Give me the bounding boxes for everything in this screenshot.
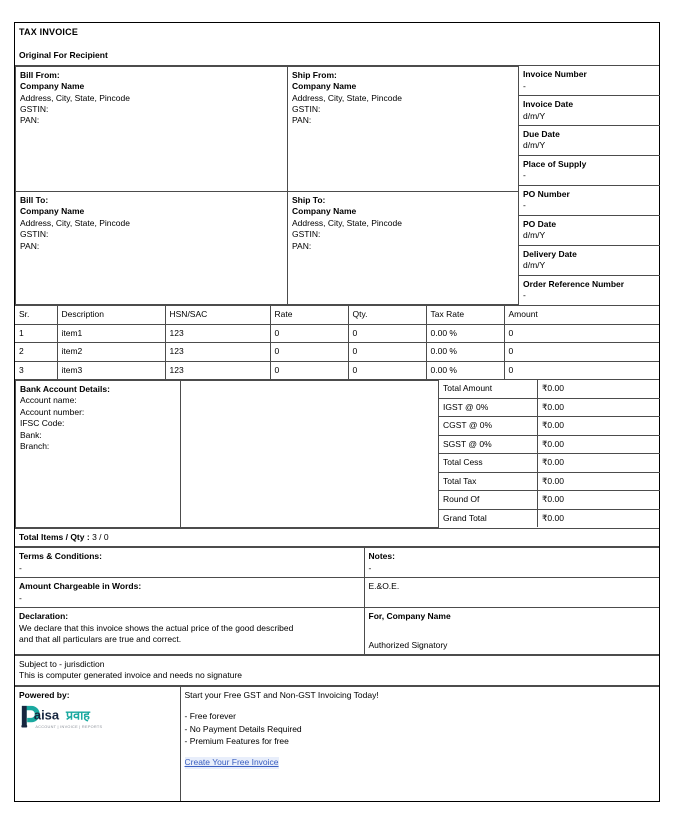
promo-item-no-payment-details: - No Payment Details Required bbox=[184, 723, 302, 734]
ship-from-gstin: GSTIN: bbox=[292, 104, 321, 115]
create-free-invoice-link[interactable]: Create Your Free Invoice bbox=[184, 757, 279, 768]
jurisdiction-cell bbox=[15, 656, 659, 686]
line-items-header-row bbox=[15, 306, 659, 324]
totals-value-round-of: ₹0.00 bbox=[538, 491, 660, 509]
notes-block bbox=[364, 548, 659, 578]
totals-row-total-cess bbox=[439, 454, 660, 472]
column-header-qty: Qty. bbox=[348, 306, 426, 324]
promo-block bbox=[180, 686, 659, 801]
bill-to-heading: Bill To: bbox=[20, 194, 49, 205]
ship-to-address: Address, City, State, Pincode bbox=[292, 217, 402, 228]
cell-sr: 2 bbox=[15, 343, 57, 361]
bill-to-block bbox=[16, 191, 288, 304]
bill-to-company: Company Name bbox=[20, 206, 85, 217]
meta-invoice-number-value: - bbox=[523, 80, 526, 91]
cell-rate: 0 bbox=[270, 361, 348, 379]
promo-heading: Start your Free GST and Non-GST Invoicing Today! bbox=[184, 689, 379, 700]
declaration-block bbox=[15, 608, 364, 655]
cell-amount: 0 bbox=[504, 343, 659, 361]
totals-label-sgst: SGST @ 0% bbox=[439, 435, 538, 453]
meta-due-date-value: d/m/Y bbox=[523, 140, 546, 151]
column-header-amount: Amount bbox=[504, 306, 659, 324]
ship-from-block bbox=[288, 66, 519, 191]
meta-invoice-date-label: Invoice Date bbox=[523, 99, 574, 110]
cell-description: item3 bbox=[57, 361, 165, 379]
ship-to-block bbox=[288, 191, 519, 304]
cell-amount: 0 bbox=[504, 324, 659, 342]
cell-description: item1 bbox=[57, 324, 165, 342]
promo-item-free-forever: - Free forever bbox=[184, 711, 236, 722]
totals-label-total-amount: Total Amount bbox=[439, 380, 538, 398]
bank-branch: Branch: bbox=[20, 441, 50, 452]
invoice-meta-table bbox=[519, 66, 660, 305]
signatory-block bbox=[364, 608, 659, 655]
totals-row-grand-total bbox=[439, 509, 660, 527]
meta-po-number-value: - bbox=[523, 200, 526, 211]
jurisdiction-line-2: This is computer generated invoice and needs no signature bbox=[19, 670, 243, 681]
column-header-description: Description bbox=[57, 306, 165, 324]
table-row bbox=[15, 324, 659, 342]
bill-from-pan: PAN: bbox=[20, 115, 40, 126]
totals-column bbox=[439, 380, 660, 527]
totals-label-grand-total: Grand Total bbox=[439, 509, 538, 527]
totals-row-sgst bbox=[439, 435, 660, 453]
svg-text:aisa: aisa bbox=[33, 707, 60, 723]
ship-from-company: Company Name bbox=[292, 81, 357, 92]
column-header-rate: Rate bbox=[270, 306, 348, 324]
declaration-line-2: and that all particulars are true and correct. bbox=[19, 634, 182, 645]
totals-value-cgst: ₹0.00 bbox=[538, 417, 660, 435]
svg-text:ACCOUNT | INVOICE | REPORTS: ACCOUNT | INVOICE | REPORTS bbox=[35, 725, 103, 730]
bank-spacer-cell bbox=[181, 380, 439, 527]
total-items-value: 3 / 0 bbox=[92, 531, 109, 542]
cell-description: item2 bbox=[57, 343, 165, 361]
meta-place-of-supply-label: Place of Supply bbox=[523, 158, 587, 169]
declaration-heading: Declaration: bbox=[19, 611, 69, 622]
notes-heading: Notes: bbox=[368, 551, 395, 562]
line-items-table bbox=[15, 305, 659, 380]
declaration-line-1: We declare that this invoice shows the actual price of the good described bbox=[19, 622, 294, 633]
terms-and-conditions bbox=[15, 548, 364, 578]
parties-and-meta-block bbox=[15, 66, 660, 306]
bank-account-number: Account number: bbox=[20, 406, 85, 417]
bill-from-block bbox=[16, 66, 288, 191]
meta-due-date bbox=[519, 125, 660, 155]
totals-label-cgst: CGST @ 0% bbox=[439, 417, 538, 435]
meta-po-number bbox=[519, 185, 660, 215]
meta-delivery-date bbox=[519, 245, 660, 275]
totals-value-total-amount: ₹0.00 bbox=[538, 380, 660, 398]
jurisdiction-line-1: Subject to - jurisdiction bbox=[19, 659, 105, 670]
ship-to-company: Company Name bbox=[292, 206, 357, 217]
bill-to-pan: PAN: bbox=[20, 240, 40, 251]
totals-label-round-of: Round Of bbox=[439, 491, 538, 509]
footer-block bbox=[15, 686, 659, 801]
cell-hsn: 123 bbox=[165, 343, 270, 361]
ship-from-heading: Ship From: bbox=[292, 69, 337, 80]
bank-ifsc-code: IFSC Code: bbox=[20, 418, 65, 429]
total-items-block bbox=[15, 528, 659, 547]
totals-label-total-tax: Total Tax bbox=[439, 472, 538, 490]
meta-po-date-value: d/m/Y bbox=[523, 230, 546, 241]
page-title: TAX INVOICE bbox=[19, 27, 79, 37]
meta-order-reference-number-label: Order Reference Number bbox=[523, 278, 625, 289]
meta-po-date bbox=[519, 215, 660, 245]
table-row bbox=[15, 343, 659, 361]
cell-rate: 0 bbox=[270, 324, 348, 342]
cell-qty: 0 bbox=[348, 343, 426, 361]
bank-account-name: Account name: bbox=[20, 395, 77, 406]
invoice-document bbox=[14, 22, 660, 802]
meta-invoice-date bbox=[519, 96, 660, 126]
bill-from-address: Address, City, State, Pincode bbox=[20, 92, 130, 103]
totals-label-total-cess: Total Cess bbox=[439, 454, 538, 472]
amount-words-heading: Amount Chargeable in Words: bbox=[19, 581, 142, 592]
cell-qty: 0 bbox=[348, 361, 426, 379]
bank-heading: Bank Account Details: bbox=[20, 383, 110, 394]
totals-value-sgst: ₹0.00 bbox=[538, 435, 660, 453]
meta-delivery-date-label: Delivery Date bbox=[523, 248, 577, 259]
signatory-for-company: For, Company Name bbox=[368, 611, 451, 622]
paisa-pravah-logo bbox=[19, 704, 115, 731]
meta-invoice-number-label: Invoice Number bbox=[523, 69, 587, 80]
bill-to-address: Address, City, State, Pincode bbox=[20, 217, 130, 228]
column-header-sr: Sr. bbox=[15, 306, 57, 324]
totals-row-total-tax bbox=[439, 472, 660, 490]
powered-by-label: Powered by: bbox=[19, 689, 70, 700]
meta-order-reference-number bbox=[519, 275, 660, 304]
invoice-copy-type: Original For Recipient bbox=[19, 50, 108, 61]
eoe-cell bbox=[364, 578, 659, 608]
meta-place-of-supply-value: - bbox=[523, 170, 526, 181]
totals-value-igst: ₹0.00 bbox=[538, 398, 660, 416]
column-header-hsn: HSN/SAC bbox=[165, 306, 270, 324]
amount-chargeable-in-words bbox=[15, 578, 364, 608]
bill-to-gstin: GSTIN: bbox=[20, 229, 49, 240]
bank-and-totals-block bbox=[15, 380, 660, 528]
bank-name: Bank: bbox=[20, 429, 42, 440]
cell-rate: 0 bbox=[270, 343, 348, 361]
cell-hsn: 123 bbox=[165, 361, 270, 379]
meta-invoice-number bbox=[519, 66, 660, 95]
total-items-cell bbox=[15, 528, 659, 546]
bill-from-gstin: GSTIN: bbox=[20, 104, 49, 115]
totals-value-total-tax: ₹0.00 bbox=[538, 472, 660, 490]
totals-row-igst bbox=[439, 398, 660, 416]
totals-label-igst: IGST @ 0% bbox=[439, 398, 538, 416]
cell-tax-rate: 0.00 % bbox=[426, 361, 504, 379]
meta-po-number-label: PO Number bbox=[523, 188, 570, 199]
table-row bbox=[15, 361, 659, 379]
cell-qty: 0 bbox=[348, 324, 426, 342]
terms-notes-block bbox=[15, 547, 659, 655]
totals-row-cgst bbox=[439, 417, 660, 435]
ship-to-pan: PAN: bbox=[292, 240, 312, 251]
amount-words-value: - bbox=[19, 592, 22, 603]
meta-due-date-label: Due Date bbox=[523, 128, 560, 139]
totals-table bbox=[439, 380, 660, 527]
meta-delivery-date-value: d/m/Y bbox=[523, 260, 546, 271]
bill-from-company: Company Name bbox=[20, 81, 85, 92]
eoe-label: E.&O.E. bbox=[368, 581, 400, 592]
cell-sr: 1 bbox=[15, 324, 57, 342]
totals-value-grand-total: ₹0.00 bbox=[538, 509, 660, 527]
invoice-title-block bbox=[15, 23, 659, 66]
cell-tax-rate: 0.00 % bbox=[426, 343, 504, 361]
terms-heading: Terms & Conditions: bbox=[19, 551, 102, 562]
meta-po-date-label: PO Date bbox=[523, 218, 557, 229]
powered-by-block bbox=[15, 686, 180, 801]
ship-to-heading: Ship To: bbox=[292, 194, 326, 205]
terms-value: - bbox=[19, 562, 22, 573]
invoice-meta-column bbox=[519, 66, 660, 305]
total-items-label: Total Items / Qty : bbox=[19, 531, 90, 542]
cell-amount: 0 bbox=[504, 361, 659, 379]
notes-value: - bbox=[368, 562, 372, 573]
meta-invoice-date-value: d/m/Y bbox=[523, 110, 546, 121]
ship-to-gstin: GSTIN: bbox=[292, 229, 321, 240]
authorized-signatory-label: Authorized Signatory bbox=[368, 639, 448, 650]
jurisdiction-block bbox=[15, 655, 659, 686]
svg-text:प्रवाह: प्रवाह bbox=[66, 708, 90, 723]
meta-order-reference-number-value: - bbox=[523, 290, 526, 301]
cell-sr: 3 bbox=[15, 361, 57, 379]
cell-hsn: 123 bbox=[165, 324, 270, 342]
totals-row-total-amount bbox=[439, 380, 660, 398]
ship-from-address: Address, City, State, Pincode bbox=[292, 92, 402, 103]
promo-item-premium-features: - Premium Features for free bbox=[184, 736, 289, 747]
ship-from-pan: PAN: bbox=[292, 115, 312, 126]
cell-tax-rate: 0.00 % bbox=[426, 324, 504, 342]
bank-account-details bbox=[16, 380, 181, 527]
bill-from-heading: Bill From: bbox=[20, 69, 60, 80]
title-cell bbox=[15, 23, 659, 65]
column-header-tax-rate: Tax Rate bbox=[426, 306, 504, 324]
meta-place-of-supply bbox=[519, 155, 660, 185]
totals-value-total-cess: ₹0.00 bbox=[538, 454, 660, 472]
totals-row-round-of bbox=[439, 491, 660, 509]
